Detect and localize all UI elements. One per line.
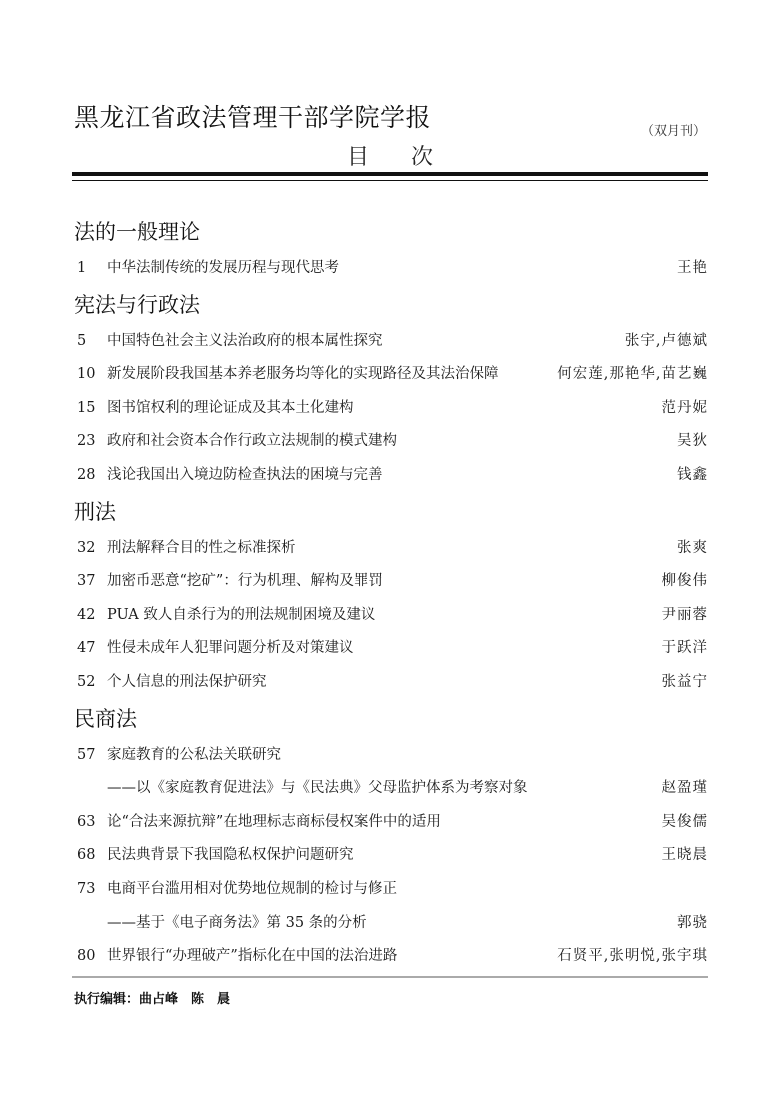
toc-entry[interactable]	[74, 873, 708, 907]
entry-page-number: 80	[77, 948, 96, 965]
entry-author: 范丹妮	[661, 399, 708, 416]
toc-entry[interactable]	[74, 907, 708, 941]
section-heading: 刑法	[74, 499, 116, 524]
entry-page-number: 47	[77, 640, 96, 657]
entry-author: 张益宁	[661, 673, 708, 690]
entry-page-number: 73	[77, 880, 96, 897]
toc-entry[interactable]	[74, 739, 708, 773]
entry-title: 家庭教育的公私法关联研究	[107, 746, 281, 763]
toc-entry[interactable]	[74, 940, 708, 974]
entry-author: 钱鑫	[677, 466, 708, 483]
entry-title: 中华法制传统的发展历程与现代思考	[107, 260, 339, 276]
section-heading: 法的一般理论	[74, 220, 200, 244]
entry-page-number: 42	[77, 606, 96, 623]
toc-entry[interactable]	[74, 358, 708, 392]
entry-title: 世界银行“办理破产”指标化在中国的法治进路	[107, 948, 398, 965]
entry-title: 论“合法来源抗辩”在地理标志商标侵权案件中的适用	[107, 813, 441, 830]
toc-title: 目次	[346, 145, 475, 170]
entry-author: 尹丽蓉	[661, 606, 708, 623]
entry-page-number: 10	[77, 366, 96, 383]
entry-title: 个人信息的刑法保护研究	[107, 673, 267, 690]
entry-author: 王晓晨	[661, 847, 708, 864]
executive-editors: 执行编辑：曲占峰 陈 晨	[74, 992, 231, 1007]
entry-author: 石贤平,张明悦,张宇琪	[557, 948, 708, 965]
table-of-contents	[74, 213, 708, 974]
entry-page-number: 23	[77, 433, 96, 450]
entry-title: 电商平台滥用相对优势地位规制的检讨与修正	[107, 880, 397, 897]
entry-author: 何宏莲,那艳华,苗艺巍	[557, 366, 708, 383]
entry-title: 新发展阶段我国基本养老服务均等化的实现路径及其法治保障	[107, 366, 499, 383]
publication-frequency: （双月刊）	[640, 124, 706, 139]
header-rule-thick	[72, 172, 708, 176]
section-heading: 宪法与行政法	[74, 292, 200, 317]
entry-author: 于跃洋	[661, 640, 708, 657]
entry-title: ——基于《电子商务法》第 35 条的分析	[107, 914, 367, 931]
toc-entry[interactable]	[74, 425, 708, 459]
entry-title: 浅论我国出入境边防检查执法的困境与完善	[107, 466, 383, 483]
toc-entry[interactable]	[74, 532, 708, 566]
toc-entry[interactable]	[74, 325, 708, 359]
toc-entry[interactable]	[74, 632, 708, 666]
journal-title: 黑龙江省政法管理干部学院学报	[74, 103, 432, 132]
entry-page-number: 52	[77, 673, 96, 690]
entry-author: 张爽	[677, 539, 708, 556]
entry-page-number: 32	[77, 539, 96, 556]
entry-title: PUA 致人自杀行为的刑法规制困境及建议	[107, 606, 376, 623]
toc-entry[interactable]	[74, 252, 708, 286]
section-heading: 民商法	[74, 706, 137, 731]
entry-author: 柳俊伟	[661, 573, 708, 590]
entry-title: 民法典背景下我国隐私权保护问题研究	[107, 847, 354, 864]
entry-author: 张宇,卢德斌	[624, 332, 708, 349]
entry-page-number: 28	[77, 466, 96, 483]
entry-page-number: 63	[77, 813, 96, 830]
entry-author: 吴狄	[677, 433, 708, 450]
entry-author: 赵盈瑾	[661, 780, 708, 797]
entry-page-number: 1	[77, 260, 87, 276]
entry-title: 中国特色社会主义法治政府的根本属性探究	[107, 332, 383, 349]
entry-title: 政府和社会资本合作行政立法规制的模式建构	[107, 433, 397, 450]
footer-rule	[72, 976, 708, 978]
toc-entry[interactable]	[74, 839, 708, 873]
toc-entry[interactable]	[74, 599, 708, 633]
toc-entry[interactable]	[74, 392, 708, 426]
entry-title: ——以《家庭教育促进法》与《民法典》父母监护体系为考察对象	[107, 780, 528, 797]
toc-entry[interactable]	[74, 772, 708, 806]
entry-page-number: 37	[77, 573, 96, 590]
entry-author: 郭骁	[677, 914, 708, 931]
toc-entry[interactable]	[74, 565, 708, 599]
entry-author: 吴俊儒	[661, 813, 708, 830]
header-rule-thin	[72, 180, 708, 181]
entry-page-number: 68	[77, 847, 96, 864]
entry-title: 图书馆权利的理论证成及其本土化建构	[107, 399, 354, 416]
entry-page-number: 5	[77, 332, 87, 349]
entry-page-number: 57	[77, 746, 96, 763]
entry-title: 加密币恶意“挖矿”：行为机理、解构及罪罚	[107, 573, 383, 590]
toc-entry[interactable]	[74, 459, 708, 493]
entry-title: 性侵未成年人犯罪问题分析及对策建议	[107, 640, 354, 657]
toc-entry[interactable]	[74, 666, 708, 700]
entry-author: 王艳	[677, 260, 708, 276]
entry-title: 刑法解释合目的性之标准探析	[107, 539, 296, 556]
entry-page-number: 15	[77, 399, 96, 416]
toc-entry[interactable]	[74, 806, 708, 840]
